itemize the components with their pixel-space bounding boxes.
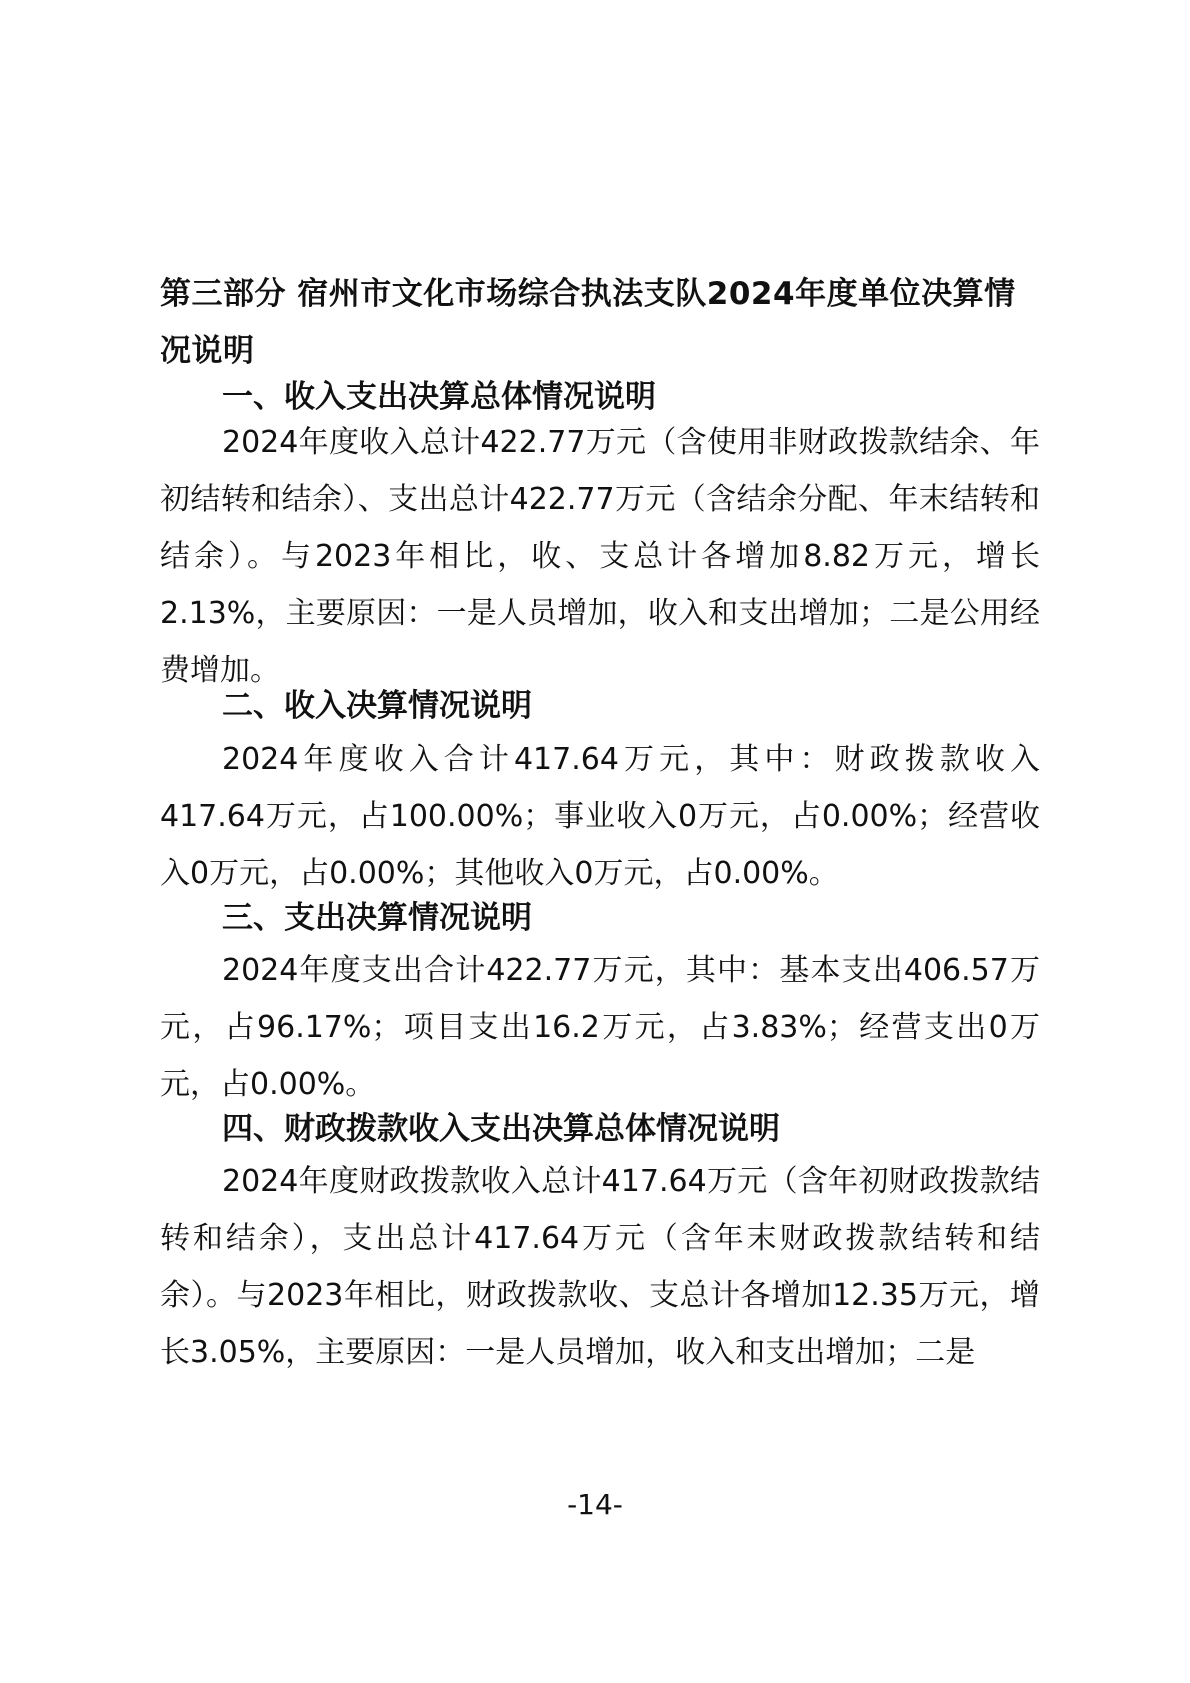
section-heading-2: 二、收入决算情况说明 [222, 688, 532, 724]
page-number: -14- [567, 1488, 623, 1521]
section-paragraph-2: 2024年度收入合计417.64万元，其中：财政拨款收入417.64万元，占100.00%；事业收入0万元，占0.00%；经营收入0万元，占0.00%；其他收入0万元，占0.00%。 [160, 742, 1040, 891]
section-heading-1: 一、收入支出决算总体情况说明 [222, 379, 656, 415]
page-title: 第三部分 宿州市文化市场综合执法支队2024年度单位决算情况说明 [160, 276, 1016, 369]
section-paragraph-3: 2024年度支出合计422.77万元，其中：基本支出406.57万元，占96.17%；项目支出16.2万元，占3.83%；经营支出0万元，占0.00%。 [160, 953, 1040, 1102]
section-paragraph-4: 2024年度财政拨款收入总计417.64万元（含年初财政拨款结转和结余），支出总计417.64万元（含年末财政拨款结转和结余）。与2023年相比，财政拨款收、支总计各增加12.35万元，增长3.05%，主要原因：一是人员增加，收入和支出增加；二是 [160, 1164, 1040, 1370]
section-heading-3: 三、支出决算情况说明 [222, 900, 532, 936]
section-heading-4: 四、财政拨款收入支出决算总体情况说明 [222, 1111, 780, 1147]
section-paragraph-1: 2024年度收入总计422.77万元（含使用非财政拨款结余、年初结转和结余）、支出总计422.77万元（含结余分配、年末结转和结余）。与2023年相比，收、支总计各增加8.82万元，增长2.13%，主要原因：一是人员增加，收入和支出增加；二是公用经费增加。 [160, 425, 1040, 688]
